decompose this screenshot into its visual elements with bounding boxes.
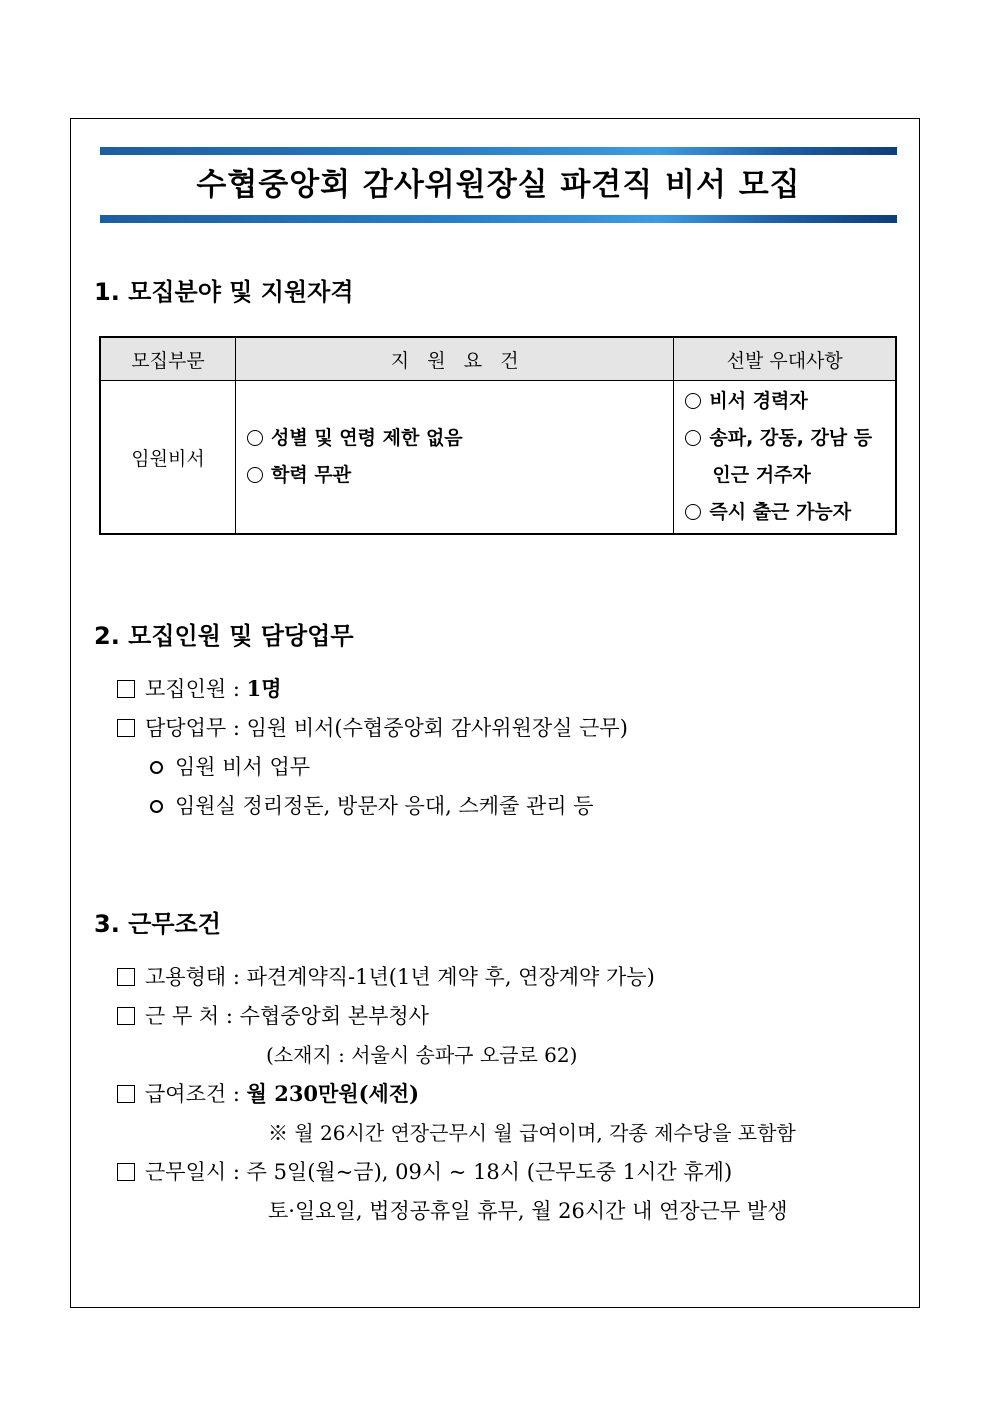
circle-bullet-icon bbox=[685, 393, 701, 409]
title-bar-top bbox=[100, 147, 897, 155]
separator: : bbox=[232, 716, 240, 740]
workplace-address: (소재지 : 서울시 송파구 오금로 62) bbox=[266, 1043, 578, 1067]
title-bar-bottom bbox=[100, 215, 897, 223]
checkbox-icon bbox=[117, 968, 135, 986]
separator: : bbox=[232, 677, 240, 701]
workplace-value: 수협중앙회 본부청사 bbox=[239, 1004, 429, 1028]
circle-bullet-icon bbox=[685, 430, 701, 446]
header-category: 모집부문 bbox=[100, 337, 236, 381]
recruit-count-value: 1명 bbox=[246, 676, 282, 701]
section1-heading: 1. 모집분야 및 지원자격 bbox=[94, 278, 354, 306]
duties-label: 담당업무 bbox=[145, 716, 227, 740]
header-requirements: 지 원 요 건 bbox=[236, 337, 674, 381]
workplace-line bbox=[117, 1001, 429, 1031]
table-row bbox=[100, 381, 896, 535]
checkbox-icon bbox=[117, 1085, 135, 1103]
checkbox-icon bbox=[117, 680, 135, 698]
ring-bullet-icon bbox=[150, 800, 163, 813]
hours-label: 근무일시 bbox=[145, 1160, 227, 1184]
preference-item: 즉시 출근 가능자 bbox=[675, 494, 894, 531]
preferences-cell bbox=[674, 381, 896, 535]
salary-note: ※ 월 26시간 연장근무시 월 급여이며, 각종 제수당을 포함함 bbox=[268, 1121, 796, 1145]
recruit-count-line bbox=[117, 674, 282, 704]
salary-label: 급여조건 bbox=[145, 1082, 227, 1106]
separator: : bbox=[232, 1082, 240, 1106]
category-cell: 임원비서 bbox=[100, 381, 236, 535]
header-preferences: 선발 우대사항 bbox=[674, 337, 896, 381]
requirement-item: 학력 무관 bbox=[237, 457, 672, 494]
preference-item: 송파, 강동, 강남 등 bbox=[675, 420, 894, 457]
duty-item: 임원 비서 업무 bbox=[150, 752, 310, 782]
employment-line bbox=[117, 962, 655, 992]
qualification-table bbox=[99, 336, 897, 535]
recruit-count-label: 모집인원 bbox=[145, 677, 227, 701]
salary-line bbox=[117, 1079, 419, 1109]
hours-value: 주 5일(월~금), 09시 ~ 18시 (근무도중 1시간 휴게) bbox=[246, 1160, 733, 1184]
circle-bullet-icon bbox=[247, 467, 263, 483]
employment-value: 파견계약직-1년(1년 계약 후, 연장계약 가능) bbox=[246, 965, 655, 989]
duties-line bbox=[117, 713, 628, 743]
separator: : bbox=[232, 965, 240, 989]
employment-label: 고용형태 bbox=[145, 965, 227, 989]
ring-bullet-icon bbox=[150, 761, 163, 774]
salary-value: 월 230만원(세전) bbox=[246, 1081, 420, 1106]
hours-note: 토·일요일, 법정공휴일 휴무, 월 26시간 내 연장근무 발생 bbox=[268, 1199, 788, 1223]
checkbox-icon bbox=[117, 1163, 135, 1181]
requirement-item: 성별 및 연령 제한 없음 bbox=[237, 420, 672, 457]
section2-heading: 2. 모집인원 및 담당업무 bbox=[94, 622, 354, 650]
preference-item-continued: 인근 거주자 bbox=[712, 464, 811, 486]
duty-item: 임원실 정리정돈, 방문자 응대, 스케줄 관리 등 bbox=[150, 791, 594, 821]
workplace-label: 근 무 처 bbox=[145, 1004, 220, 1028]
separator: : bbox=[225, 1004, 233, 1028]
table-header-row bbox=[100, 337, 896, 381]
preference-item: 비서 경력자 bbox=[675, 383, 894, 420]
section3-heading: 3. 근무조건 bbox=[94, 910, 221, 938]
hours-line bbox=[117, 1157, 732, 1187]
requirements-cell bbox=[236, 381, 674, 535]
checkbox-icon bbox=[117, 719, 135, 737]
separator: : bbox=[232, 1160, 240, 1184]
duties-value: 임원 비서(수협중앙회 감사위원장실 근무) bbox=[246, 716, 628, 740]
page-title: 수협중앙회 감사위원장실 파견직 비서 모집 bbox=[196, 167, 801, 203]
checkbox-icon bbox=[117, 1007, 135, 1025]
circle-bullet-icon bbox=[247, 430, 263, 446]
circle-bullet-icon bbox=[685, 504, 701, 520]
